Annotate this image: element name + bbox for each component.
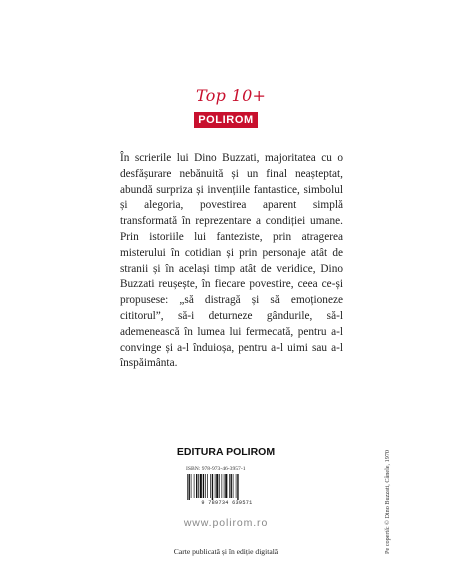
publisher-badge: POLIROM: [194, 112, 258, 128]
barcode-icon: [186, 474, 266, 500]
cover-credit: Pe copertă: © Dino Buzzati, Cânele, 1970: [384, 449, 391, 554]
publisher-imprint: EDITURA POLIROM: [176, 446, 276, 458]
barcode-digits: 9 789734 639571: [201, 500, 253, 506]
isbn-number: ISBN: 978-973-46-3957-1: [186, 466, 246, 472]
digital-edition-note: Carte publicată și în ediție digitală: [173, 547, 279, 556]
publisher-website: www.polirom.ro: [183, 517, 269, 529]
series-title: Top 10+: [196, 86, 267, 105]
back-cover-blurb: În scrierile lui Dino Buzzati, majoritatea cu o desfășurare nebănuită și un final neașteptat, abundă surpriza și invențiile fantastice, simbolul și alegoria, povestirea aparent simplă transformată în reprezentare a condiției umane. Prin istoriile lui fanteziste, prin atragerea misterului în cotidian și prin personaje atât de stranii și în același timp atât de veridice, Dino Buzzati reușește, în fiecare povestire, ceea ce-și propusese: „să distragă și să emoționeze cititorul”, să-i deturneze gândurile, să-l ademenească în lumea lui fermecată, pentru a-l convinge și a-l înduioșa, pentru a-l uimi sau a-l înspăimânta.: [120, 152, 343, 370]
